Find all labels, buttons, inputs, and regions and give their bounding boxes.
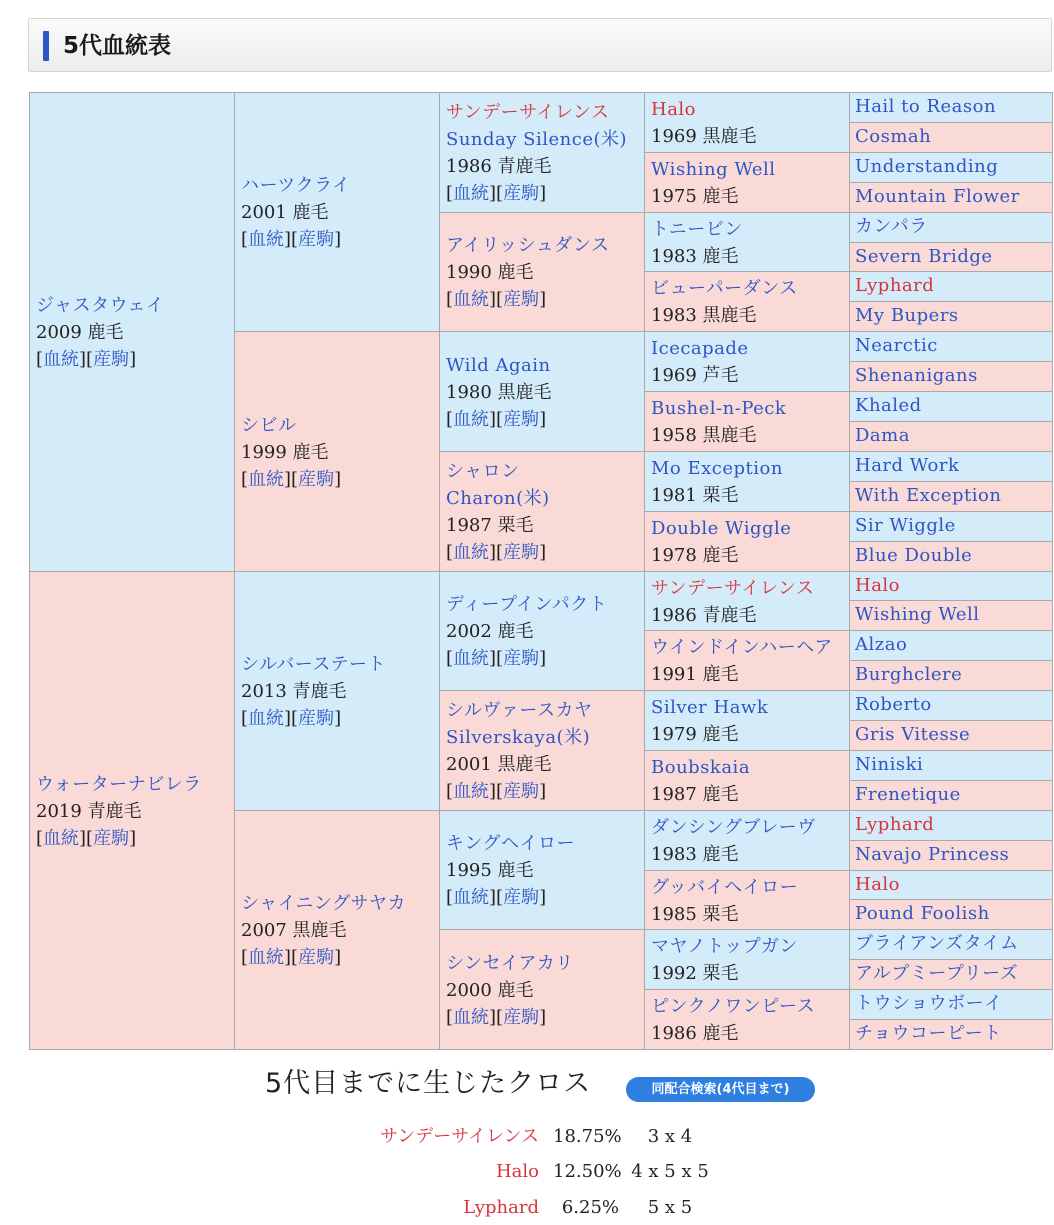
cell-content [855,482,1047,509]
cross-horse-name[interactable]: Lyphard [463,1197,539,1218]
birth-year-color: 1990 鹿毛 [446,262,534,283]
horse-name-link[interactable]: Roberto [855,694,932,715]
cross-row [0,1193,1054,1223]
pedigree-cell-gen5 [849,331,1053,362]
cross-row [0,1122,1054,1152]
pedigree-cell-gen4 [644,870,850,930]
birth-year-color: 1983 鹿毛 [651,844,739,865]
pedigree-cell-gen5 [849,810,1053,841]
pedigree-cell-gen3 [439,451,645,572]
cross-horse-name[interactable]: Halo [495,1161,539,1182]
cell-content [651,216,843,270]
horse-name-link[interactable]: シンセイアカリ [446,953,574,974]
cell-content [36,292,228,373]
pedigree-cell-gen5 [849,929,1053,960]
pedigree-cell-gen5 [849,391,1053,422]
pedigree-cell-gen5 [849,840,1053,871]
pedigree-cell-gen4 [644,511,850,572]
cell-content [855,661,1047,688]
progeny-link[interactable]: 産駒 [298,947,335,968]
cell-content [36,771,228,852]
progeny-link[interactable]: 産駒 [503,781,540,802]
cell-content [651,156,843,210]
cell-content [651,933,843,987]
birth-year-color: 1986 青鹿毛 [651,605,757,626]
pedigree-cell-gen3 [439,810,645,930]
cell-content [855,631,1047,658]
cross-generations: 5 x 5 [647,1197,693,1218]
pedigree-cell-gen5 [849,421,1053,452]
horse-name-link[interactable]: Hard Work [855,455,960,476]
horse-name-link[interactable]: キングヘイロー [446,833,575,854]
horse-name-link[interactable]: シルヴァースカヤ [446,700,593,721]
pedigree-link[interactable]: 血統 [248,469,285,490]
horse-name-link[interactable]: ブライアンズタイム [855,933,1019,954]
pedigree-cell-gen3 [439,212,645,332]
pedigree-link[interactable]: 血統 [43,828,80,849]
pedigree-cell-gen5 [849,212,1053,243]
pedigree-cell-gen5 [849,451,1053,482]
birth-year-color: 1978 鹿毛 [651,545,739,566]
cell-content [651,395,843,449]
pedigree-links: [血統][産駒] [446,648,547,669]
cell-content [241,890,433,971]
pedigree-cell-gen3 [439,92,645,213]
pedigree-cell-gen4 [644,331,850,392]
horse-name-link[interactable]: シャロン [446,461,520,482]
pedigree-links: [血統][産駒] [446,183,547,204]
horse-name-link[interactable]: ウォーターナビレラ [36,774,202,795]
cell-content [855,900,1047,927]
birth-year-color: 2001 鹿毛 [241,202,329,223]
cell-content [855,153,1047,180]
cell-content [855,572,1047,599]
pedigree-cell-gen5 [849,720,1053,751]
same-mating-search-button[interactable]: 同配合検索(4代目まで) [626,1077,815,1102]
birth-year-color: 2001 黒鹿毛 [446,754,552,775]
birth-year-color: 1958 黒鹿毛 [651,425,757,446]
section-header [28,18,1052,72]
pedigree-link[interactable]: 血統 [453,887,490,908]
horse-name-link[interactable]: ウインドインハーヘア [651,637,833,658]
cell-content [855,512,1047,539]
pedigree-links: [血統][産駒] [446,542,547,563]
birth-year-color: 1999 鹿毛 [241,442,329,463]
progeny-link[interactable]: 産駒 [503,409,540,430]
birth-year-color: 1979 鹿毛 [651,724,739,745]
birth-year-color: 1981 栗毛 [651,485,739,506]
pedigree-link[interactable]: 血統 [453,542,490,563]
pedigree-links: [血統][産駒] [241,947,342,968]
horse-name-link[interactable]: Mountain Flower [855,186,1020,207]
birth-year-color: 1983 黒鹿毛 [651,305,757,326]
pedigree-table [29,92,1053,1049]
birth-year-color: 2019 青鹿毛 [36,801,142,822]
cell-content [855,751,1047,778]
progeny-link[interactable]: 産駒 [503,1007,540,1028]
pedigree-cell-gen5 [849,182,1053,213]
pedigree-cell-gen5 [849,600,1053,631]
progeny-link[interactable]: 産駒 [503,887,540,908]
horse-name-link[interactable]: アイリッシュダンス [446,235,610,256]
pedigree-cell-gen4 [644,92,850,153]
pedigree-cell-gen2 [234,92,440,332]
cell-content [855,302,1047,329]
birth-year-color: 1986 鹿毛 [651,1023,739,1044]
cell-content [446,232,638,313]
cell-content [651,335,843,389]
cell-content [651,575,843,629]
horse-name-link[interactable]: Niniski [855,754,924,775]
cell-content [855,811,1047,838]
pedigree-link[interactable]: 血統 [453,289,490,310]
pedigree-cell-gen2 [234,810,440,1050]
cell-content [855,392,1047,419]
header-accent-bar [43,31,49,61]
horse-name-link[interactable]: Halo [855,874,901,895]
pedigree-links: [血統][産駒] [36,828,137,849]
horse-name-link[interactable]: Nearctic [855,335,938,356]
horse-name-link[interactable]: Bushel-n-Peck [651,398,787,419]
horse-name-link[interactable]: Silver Hawk [651,697,769,718]
cell-content [855,542,1047,569]
cell-content [855,841,1047,868]
pedigree-cell-gen5 [849,690,1053,721]
horse-name-link[interactable]: Halo [855,575,901,596]
horse-name-link[interactable]: Boubskaia [651,757,751,778]
progeny-link[interactable]: 産駒 [298,229,335,250]
horse-name-link[interactable]: トウショウボーイ [855,993,1003,1014]
cell-content [855,183,1047,210]
cell-content [855,422,1047,449]
horse-name-link[interactable]: Wishing Well [855,604,980,625]
cell-content [855,362,1047,389]
horse-name-link[interactable]: Burghclere [855,664,963,685]
pedigree-cell-gen4 [644,571,850,631]
pedigree-cell-gen4 [644,630,850,691]
cross-percent: 18.75% [553,1126,622,1147]
cell-content [446,950,638,1031]
cell-content [855,452,1047,479]
pedigree-cell-gen5 [849,242,1053,272]
birth-year-color: 1987 栗毛 [446,515,534,536]
horse-name-link[interactable]: Wishing Well [651,159,776,180]
cell-content [855,123,1047,150]
pedigree-cell-gen5 [849,959,1053,990]
pedigree-link[interactable]: 血統 [453,409,490,430]
pedigree-cell-gen5 [849,1019,1053,1050]
horse-name-link[interactable]: シルバーステート [241,654,387,675]
pedigree-cell-gen4 [644,750,850,811]
pedigree-cell-gen4 [644,212,850,272]
horse-name-link[interactable]: マヤノトップガン [651,936,798,957]
horse-name-link[interactable]: Severn Bridge [855,246,993,267]
birth-year-color: 2002 鹿毛 [446,621,534,642]
pedigree-cell-gen5 [849,361,1053,392]
horse-alt-name-link[interactable]: Charon(米) [446,488,550,509]
horse-name-link[interactable]: Khaled [855,395,922,416]
horse-name-link[interactable]: Understanding [855,156,999,177]
horse-name-link[interactable]: Sir Wiggle [855,515,956,536]
pedigree-cell-gen2 [234,331,440,572]
horse-name-link[interactable]: ダンシングブレーヴ [651,817,816,838]
horse-name-link[interactable]: グッバイヘイロー [651,877,799,898]
horse-name-link[interactable]: Double Wiggle [651,518,792,539]
pedigree-links: [血統][産駒] [446,1007,547,1028]
birth-year-color: 2013 青鹿毛 [241,681,347,702]
pedigree-cell-gen5 [849,122,1053,153]
horse-name-link[interactable]: サンデーサイレンス [651,578,815,599]
cell-content [855,721,1047,748]
cell-content [651,814,843,868]
progeny-link[interactable]: 産駒 [298,708,335,729]
horse-name-link[interactable]: Cosmah [855,126,932,147]
pedigree-cell-gen2 [234,571,440,811]
cell-content [855,960,1047,987]
pedigree-cell-gen5 [849,152,1053,183]
pedigree-links: [血統][産駒] [241,469,342,490]
horse-name-link[interactable]: ジャスタウェイ [36,295,165,316]
pedigree-cell-gen5 [849,541,1053,572]
pedigree-cell-gen4 [644,989,850,1050]
horse-name-link[interactable]: ビューパーダンス [651,278,798,299]
pedigree-link[interactable]: 血統 [453,1007,490,1028]
pedigree-cell-gen5 [849,481,1053,512]
horse-name-link[interactable]: Navajo Princess [855,844,1010,865]
progeny-link[interactable]: 産駒 [93,349,130,370]
horse-name-link[interactable]: Lyphard [855,814,935,835]
pedigree-cell-gen5 [849,750,1053,781]
cell-content [241,172,433,253]
horse-name-link[interactable]: チョウコーピート [855,1023,1002,1044]
cell-content [446,99,638,207]
progeny-link[interactable]: 産駒 [503,648,540,669]
cell-content [855,691,1047,718]
pedigree-cell-gen4 [644,152,850,213]
cell-content [855,272,1047,299]
horse-name-link[interactable]: Frenetique [855,784,961,805]
progeny-link[interactable]: 産駒 [503,289,540,310]
horse-name-link[interactable]: トニービン [651,219,743,240]
birth-year-color: 1995 鹿毛 [446,860,534,881]
cross-generations: 3 x 4 [647,1126,693,1147]
pedigree-cell-gen5 [849,899,1053,930]
horse-name-link[interactable]: Gris Vitesse [855,724,971,745]
birth-year-color: 1992 栗毛 [651,963,739,984]
pedigree-cell-gen4 [644,810,850,871]
cell-content [651,754,843,808]
cell-content [446,830,638,911]
cell-content [855,601,1047,628]
horse-name-link[interactable]: カンパラ [855,216,928,237]
cross-horse-name[interactable]: サンデーサイレンス [380,1126,539,1147]
pedigree-links: [血統][産駒] [446,781,547,802]
birth-year-color: 2009 鹿毛 [36,322,124,343]
birth-year-color: 1985 栗毛 [651,904,739,925]
birth-year-color: 1991 鹿毛 [651,664,739,685]
pedigree-cell-gen1 [29,92,235,572]
pedigree-cell-gen5 [849,870,1053,900]
cell-content [855,781,1047,808]
cell-content [446,458,638,566]
pedigree-cell-gen3 [439,571,645,691]
pedigree-links: [血統][産駒] [446,289,547,310]
pedigree-cell-gen3 [439,929,645,1050]
pedigree-link[interactable]: 血統 [248,708,285,729]
cross-percent: 6.25% [561,1197,619,1218]
horse-name-link[interactable]: Mo Exception [651,458,783,479]
pedigree-cell-gen5 [849,989,1053,1020]
horse-alt-name-link[interactable]: Silverskaya(米) [446,727,591,748]
pedigree-cell-gen4 [644,690,850,751]
pedigree-cell-gen3 [439,331,645,452]
pedigree-cell-gen5 [849,92,1053,123]
horse-name-link[interactable]: Pound Foolish [855,903,990,924]
pedigree-cell-gen5 [849,271,1053,302]
cross-percent: 12.50% [553,1161,622,1182]
pedigree-cell-gen1 [29,571,235,1050]
page-title: 5代血統表 [63,33,172,59]
horse-name-link[interactable]: ハーツクライ [241,175,351,196]
cell-content [651,694,843,748]
pedigree-links: [血統][産駒] [446,887,547,908]
cell-content [855,990,1047,1017]
pedigree-cell-gen4 [644,271,850,332]
cell-content [651,455,843,509]
pedigree-links: [血統][産駒] [241,229,342,250]
horse-name-link[interactable]: ディープインパクト [446,594,608,615]
horse-name-link[interactable]: Blue Double [855,545,973,566]
horse-name-link[interactable]: シャイニングサヤカ [241,893,407,914]
pedigree-cell-gen5 [849,780,1053,811]
horse-name-link[interactable]: サンデーサイレンス [446,102,610,123]
cell-content [651,874,843,928]
horse-name-link[interactable]: Shenanigans [855,365,978,386]
pedigree-cell-gen5 [849,660,1053,691]
horse-name-link[interactable]: Icecapade [651,338,749,359]
cell-content [651,634,843,688]
pedigree-link[interactable]: 血統 [248,947,285,968]
cell-content [446,697,638,805]
pedigree-cell-gen4 [644,929,850,990]
pedigree-link[interactable]: 血統 [248,229,285,250]
horse-name-link[interactable]: Halo [651,99,697,120]
horse-name-link[interactable]: Alzao [855,634,908,655]
cross-generations: 4 x 5 x 5 [631,1161,709,1182]
birth-year-color: 1975 鹿毛 [651,186,739,207]
pedigree-link[interactable]: 血統 [453,781,490,802]
pedigree-links: [血統][産駒] [446,409,547,430]
progeny-link[interactable]: 産駒 [298,469,335,490]
horse-name-link[interactable]: Wild Again [446,355,551,376]
birth-year-color: 2000 鹿毛 [446,980,534,1001]
pedigree-cell-gen4 [644,451,850,512]
horse-name-link[interactable]: アルプミープリーズ [855,963,1019,984]
cell-content [855,871,1047,898]
birth-year-color: 1987 鹿毛 [651,784,739,805]
horse-name-link[interactable]: Lyphard [855,275,935,296]
horse-name-link[interactable]: Hail to Reason [855,96,997,117]
cell-content [855,213,1047,240]
birth-year-color: 1969 黒鹿毛 [651,126,757,147]
cell-content [651,275,843,329]
cell-content [855,1020,1047,1047]
horse-name-link[interactable]: With Exception [855,485,1002,506]
cell-content [446,352,638,433]
progeny-link[interactable]: 産駒 [503,183,540,204]
pedigree-cell-gen5 [849,571,1053,601]
cell-content [651,515,843,569]
cell-content [855,930,1047,957]
pedigree-links: [血統][産駒] [241,708,342,729]
horse-name-link[interactable]: シビル [241,415,297,436]
cell-content [855,93,1047,120]
birth-year-color: 1969 芦毛 [651,365,739,386]
pedigree-cell-gen4 [644,391,850,452]
birth-year-color: 1983 鹿毛 [651,246,739,267]
pedigree-links: [血統][産駒] [36,349,137,370]
progeny-link[interactable]: 産駒 [503,542,540,563]
progeny-link[interactable]: 産駒 [93,828,130,849]
horse-name-link[interactable]: My Bupers [855,305,959,326]
birth-year-color: 1980 黒鹿毛 [446,382,552,403]
birth-year-color: 2007 黒鹿毛 [241,920,347,941]
cell-content [651,993,843,1047]
horse-name-link[interactable]: Dama [855,425,910,446]
cell-content [855,332,1047,359]
pedigree-cell-gen5 [849,630,1053,661]
pedigree-cell-gen3 [439,690,645,811]
cell-content [651,96,843,150]
pedigree-cell-gen5 [849,511,1053,542]
cell-content [446,591,638,672]
cell-content [241,651,433,732]
cross-row [0,1157,1054,1187]
cell-content [241,412,433,493]
pedigree-link[interactable]: 血統 [453,183,490,204]
pedigree-link[interactable]: 血統 [453,648,490,669]
cross-section-title: 5代目までに生じたクロス [265,1068,592,1099]
pedigree-cell-gen5 [849,301,1053,332]
cell-content [855,243,1047,270]
pedigree-link[interactable]: 血統 [43,349,80,370]
birth-year-color: 1986 青鹿毛 [446,156,552,177]
horse-alt-name-link[interactable]: Sunday Silence(米) [446,129,628,150]
horse-name-link[interactable]: ピンクノワンピース [651,996,816,1017]
